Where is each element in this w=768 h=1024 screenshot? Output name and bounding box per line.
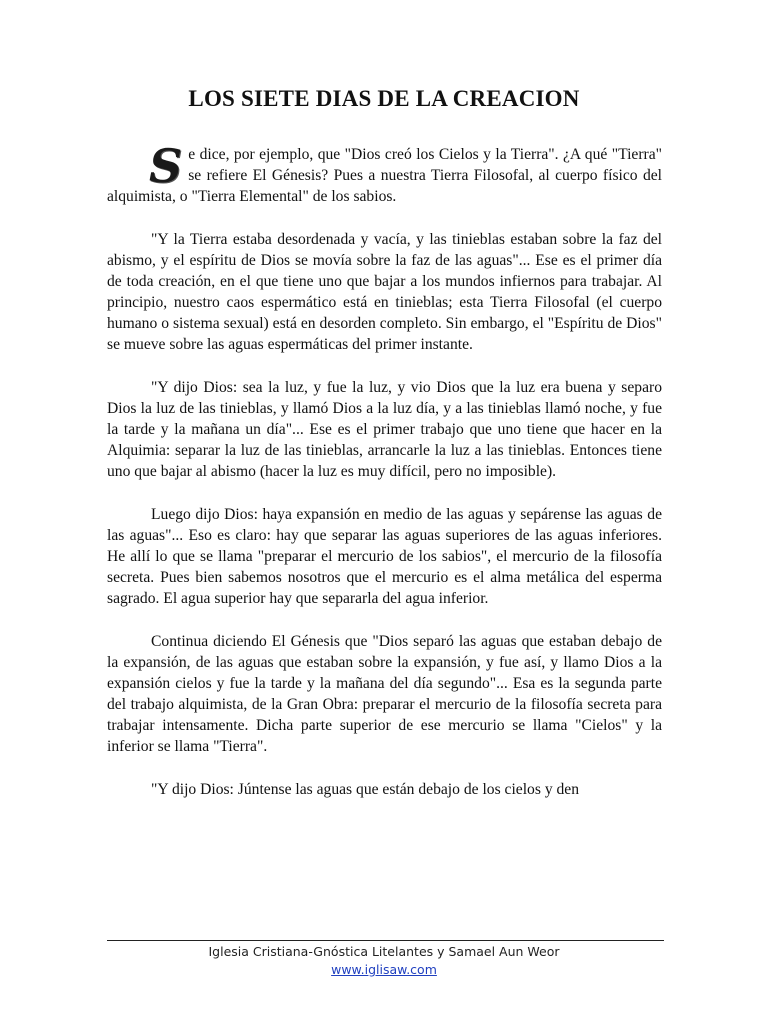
paragraph-2: "Y la Tierra estaba desordenada y vacía, y las tinieblas estaban sobre la faz del abismo, y el espíritu de Dios se movía sobre la faz de las aguas"... Ese es el primer día de toda creación, en el que tiene uno que bajar a los mundos infiernos para trabajar. Al principio, nuestro caos espermático está en tinieblas; esta Tierra Filosofal (el cuerpo humano o sistema sexual) está en desorden completo. Sin embargo, el "Espíritu de Dios" se mueve sobre las aguas espermáticas del primer instante. [107, 231, 662, 353]
paragraph-3: "Y dijo Dios: sea la luz, y fue la luz, y vio Dios que la luz era buena y separo Dios la luz de las tinieblas, y llamó Dios a la luz día, y a las tinieblas llamó noche, y fue la tarde y la mañana un día"... Ese es el primer trabajo que uno tiene que hacer en la Alquimia: separar la luz de las tinieblas, arrancarle la luz a las tinieblas. Entonces tiene uno que bajar al abismo (hacer la luz es muy difícil, pero no imposible). [107, 379, 662, 480]
paragraph-5: Continua diciendo El Génesis que "Dios separó las aguas que estaban debajo de la expansión, de las aguas que estaban sobre la expansión, y fue así, y llamo Dios a la expansión cielos y fue la tarde y la mañana del día segundo"... Esa es la segunda parte del trabajo alquimista, de la Gran Obra: preparar el mercurio de la filosofía secreta para trabajar intensamente. Dicha parte superior de ese mercurio se llama "Cielos" y la inferior se llama "Tierra". [107, 633, 662, 755]
footer-divider [107, 940, 664, 941]
document-title: LOS SIETE DIAS DE LA CREACION [188, 86, 580, 111]
paragraph-1-text: e dice, por ejemplo, que "Dios creó los Cielos y la Tierra". ¿A qué "Tierra" se refiere El Génesis? Pues a nuestra Tierra Filosofal, al cuerpo físico del alquimista, o "Tierra Elemental" de los sabios. [107, 146, 662, 205]
paragraph-4: Luego dijo Dios: haya expansión en medio de las aguas y sepárense las aguas de las aguas"... Eso es claro: hay que separar las aguas superiores de las aguas inferiores. He allí lo que se llama "preparar el mercurio de los sabios", el mercurio de la filosofía secreta. Pues bien sabemos nosotros que el mercurio es el alma metálica del esperma sagrado. El agua superior hay que separarla del agua inferior. [107, 506, 662, 607]
document-body [107, 139, 662, 800]
paragraph-6: "Y dijo Dios: Júntense las aguas que están debajo de los cielos y den [151, 781, 580, 798]
footer-organization: Iglesia Cristiana-Gnóstica Litelantes y Samael Aun Weor [208, 944, 560, 959]
footer-website-link[interactable]: www.iglisaw.com [331, 962, 437, 977]
drop-cap-letter: S [149, 139, 183, 193]
paragraph-1 [107, 139, 662, 207]
